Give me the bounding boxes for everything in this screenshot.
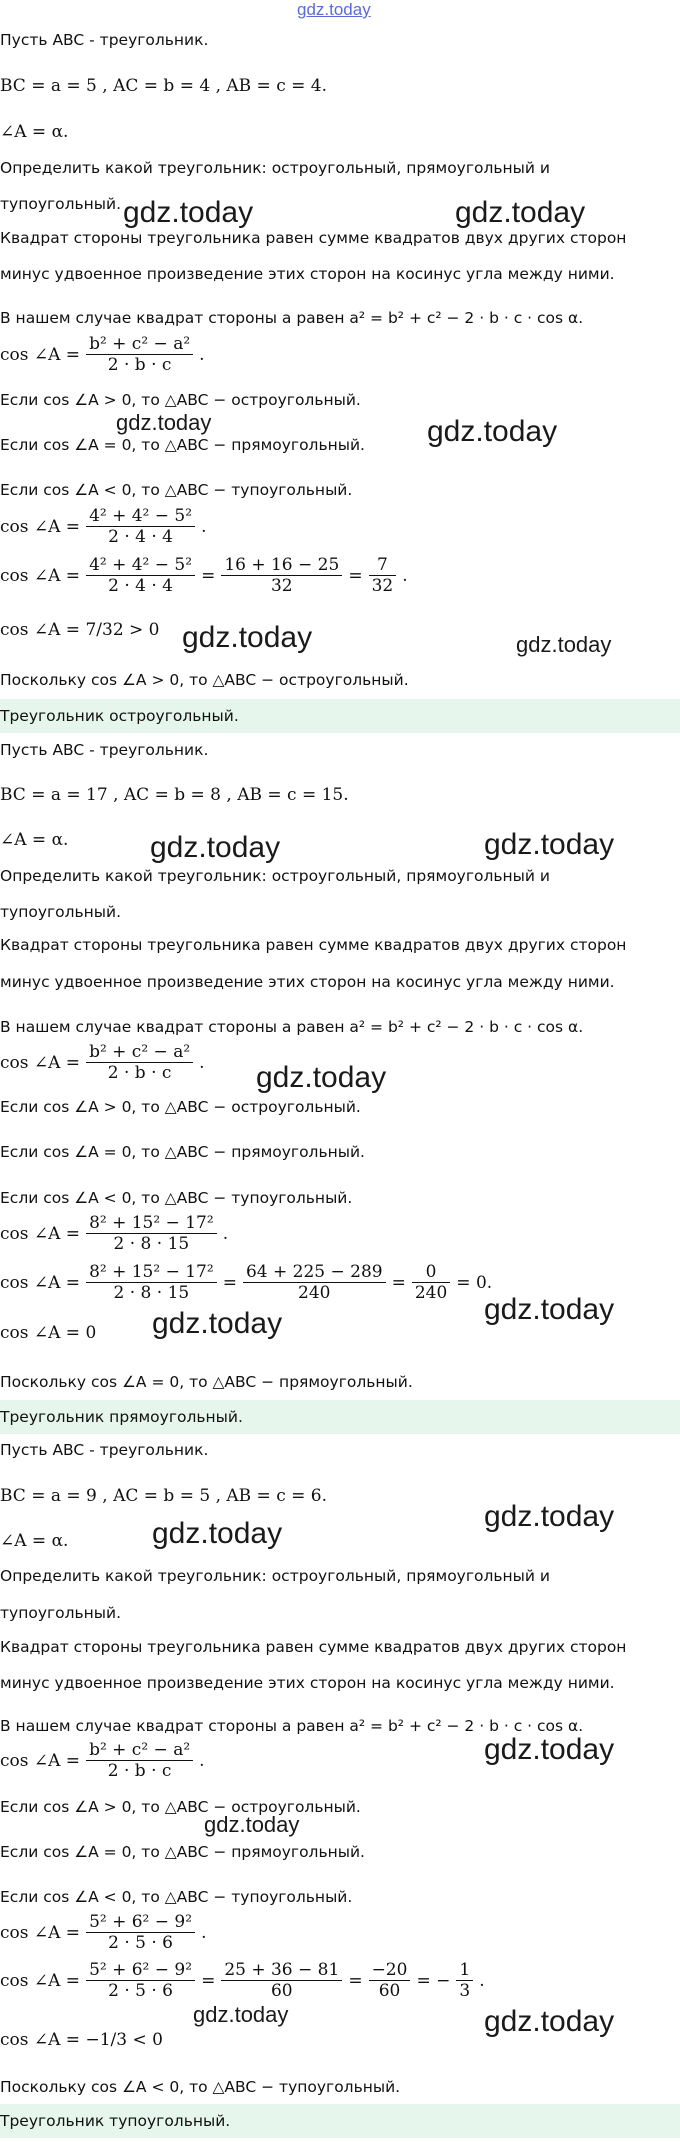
s1-res-den: 32 xyxy=(371,576,394,596)
watermark: gdz.today xyxy=(152,1517,283,1550)
s2-calc-sub-num: 8² + 15² − 17² xyxy=(86,1262,217,1283)
s1-sub-num: 4² + 4² − 5² xyxy=(86,506,195,527)
s3-rule-line1: Квадрат стороны треугольника равен сумме квадратов двух других сторон xyxy=(0,1638,627,1656)
watermark: gdz.today xyxy=(116,410,212,435)
s1-calc-num: 16 + 16 − 25 xyxy=(221,555,342,576)
watermark: gdz.today xyxy=(484,1733,615,1766)
watermark: gdz.today xyxy=(516,632,612,657)
s3-calc-sub-den: 2 · 5 · 6 xyxy=(108,1981,173,2001)
watermark: gdz.today xyxy=(484,1500,615,1533)
s1-task-line1: Определить какой треугольник: остроугольный, прямоугольный и xyxy=(0,159,550,177)
watermark: gdz.today xyxy=(182,621,313,654)
watermark: gdz.today xyxy=(484,828,615,861)
s3-task-line2: тупоугольный. xyxy=(0,1604,122,1622)
s3-formula-den: 2 · b · c xyxy=(107,1761,172,1781)
s2-result: cos ∠A = 0 xyxy=(0,1323,97,1343)
s1-case-text: В нашем случае квадрат стороны a равен a² = b² + c² − 2 · b · c · cos α. xyxy=(0,309,584,327)
s3-if-gt: Если cos ∠A > 0, то △ABC − остроугольный. xyxy=(0,1798,361,1816)
s2-sub-den: 2 · 8 · 15 xyxy=(113,1234,190,1254)
s3-res2-den: 3 xyxy=(459,1981,471,2001)
s3-answer-band xyxy=(0,2104,680,2138)
s1-sub-den: 2 · 4 · 4 xyxy=(108,527,173,547)
s2-calc-num: 64 + 225 − 289 xyxy=(243,1262,386,1283)
s1-result: cos ∠A = 7/32 > 0 xyxy=(0,620,160,640)
s2-answer: Треугольник прямоугольный. xyxy=(0,1408,243,1426)
s3-case-text: В нашем случае квадрат стороны a равен a² = b² + c² − 2 · b · c · cos α. xyxy=(0,1717,584,1735)
s1-answer: Треугольник остроугольный. xyxy=(0,707,239,725)
s1-angle: ∠A = α. xyxy=(0,122,69,142)
s1-rule-line1: Квадрат стороны треугольника равен сумме квадратов двух других сторон xyxy=(0,229,627,247)
s2-answer-band xyxy=(0,1400,680,1434)
s3-res-den: 60 xyxy=(378,1981,401,2001)
s1-if-eq: Если cos ∠A = 0, то △ABC − прямоугольный. xyxy=(0,436,365,454)
s1-calc-den: 32 xyxy=(270,576,293,596)
s2-conclusion: Поскольку cos ∠A = 0, то △ABC − прямоугольный. xyxy=(0,1373,413,1391)
s1-intro: Пусть ABC - треугольник. xyxy=(0,31,209,49)
s1-if-lt: Если cos ∠A < 0, то △ABC − тупоугольный. xyxy=(0,481,353,499)
s1-rule-line2: минус удвоенное произведение этих сторон на косинус угла между ними. xyxy=(0,265,615,283)
s3-calc-num: 25 + 36 − 81 xyxy=(221,1960,342,1981)
s2-rule-line2: минус удвоенное произведение этих сторон на косинус угла между ними. xyxy=(0,973,615,991)
s3-result: cos ∠A = −1/3 < 0 xyxy=(0,2030,163,2050)
s2-case-text: В нашем случае квадрат стороны a равен a² = b² + c² − 2 · b · c · cos α. xyxy=(0,1018,584,1036)
s2-if-lt: Если cos ∠A < 0, то △ABC − тупоугольный. xyxy=(0,1189,353,1207)
watermark: gdz.today xyxy=(484,1293,615,1326)
s1-formula: cos ∠A = $\frac{\text{b² + c² − a²}}{2 \cdot b \cdot c}$ . xyxy=(0,334,205,375)
s3-formula: cos ∠A = $\frac{\text{b² + c² − a²}}{2 \cdot b \cdot c}$ . xyxy=(0,1740,205,1781)
s1-sides: BC = a = 5 , AC = b = 4 , AB = c = 4. xyxy=(0,76,327,96)
s2-task-line2: тупоугольный. xyxy=(0,903,122,921)
s1-task-line2: тупоугольный. xyxy=(0,195,122,213)
s1-substitution: cos ∠A = $\frac{\text{4² + 4² − 5²}}{2 \cdot 4 \cdot 4}$ . xyxy=(0,506,207,547)
s1-calc-sub-num: 4² + 4² − 5² xyxy=(86,555,195,576)
s2-task-line1: Определить какой треугольник: остроугольный, прямоугольный и xyxy=(0,867,550,885)
s2-rule-line1: Квадрат стороны треугольника равен сумме квадратов двух других сторон xyxy=(0,936,627,954)
s3-answer: Треугольник тупоугольный. xyxy=(0,2112,231,2130)
site-link[interactable]: gdz.today xyxy=(297,0,371,19)
s3-formula-num: b² + c² − a² xyxy=(86,1740,193,1761)
s3-task-line1: Определить какой треугольник: остроугольный, прямоугольный и xyxy=(0,1567,550,1585)
s3-calc-sub-num: 5² + 6² − 9² xyxy=(86,1960,195,1981)
watermark: gdz.today xyxy=(455,196,586,229)
s3-substitution: cos ∠A = $\frac{\text{5² + 6² − 9²}}{2 \cdot 5 \cdot 6}$ . xyxy=(0,1912,207,1953)
s3-sub-num: 5² + 6² − 9² xyxy=(86,1912,195,1933)
s2-sub-num: 8² + 15² − 17² xyxy=(86,1213,217,1234)
s3-res-num: −20 xyxy=(369,1960,411,1981)
s3-sub-den: 2 · 5 · 6 xyxy=(108,1933,173,1953)
s2-res-num: 0 xyxy=(412,1262,450,1283)
s1-conclusion: Поскольку cos ∠A > 0, то △ABC − остроугольный. xyxy=(0,671,409,689)
s2-sides: BC = a = 17 , AC = b = 8 , AB = c = 15. xyxy=(0,785,349,805)
s2-res-tail: = 0. xyxy=(456,1272,493,1293)
s1-res-num: 7 xyxy=(369,555,397,576)
s2-calculation: cos ∠A = $\frac{\text{8² + 15² − 17²}}{2 \cdot 8 \cdot 15}$ = $\frac{64 + 225 - 289}{240}$ = $\frac{0}{240}$ = 0. xyxy=(0,1262,493,1303)
s2-if-eq: Если cos ∠A = 0, то △ABC − прямоугольный. xyxy=(0,1143,365,1161)
watermark: gdz.today xyxy=(152,1307,283,1340)
s1-formula-num: b² + c² − a² xyxy=(86,334,193,355)
s2-formula: cos ∠A = $\frac{\text{b² + c² − a²}}{2 \cdot b \cdot c}$ . xyxy=(0,1042,205,1083)
s1-formula-den: 2 · b · c xyxy=(107,355,172,375)
watermark: gdz.today xyxy=(123,196,254,229)
s2-calc-den: 240 xyxy=(298,1283,331,1303)
s3-sides: BC = a = 9 , AC = b = 5 , AB = c = 6. xyxy=(0,1486,327,1506)
watermark: gdz.today xyxy=(204,1812,300,1837)
s3-calculation: cos ∠A = $\frac{\text{5² + 6² − 9²}}{2 \cdot 5 \cdot 6}$ = $\frac{25 + 36 - 81}{60}$ = $\frac{-20}{60}$ = − $\frac{1}{3}$ . xyxy=(0,1960,485,2001)
s3-res2-num: 1 xyxy=(456,1960,473,1981)
s3-rule-line2: минус удвоенное произведение этих сторон на косинус угла между ними. xyxy=(0,1674,615,1692)
s2-res-den: 240 xyxy=(414,1283,448,1303)
s2-substitution: cos ∠A = $\frac{\text{8² + 15² − 17²}}{2 \cdot 8 \cdot 15}$ . xyxy=(0,1213,229,1254)
s3-intro: Пусть ABC - треугольник. xyxy=(0,1441,209,1459)
s3-calc-den: 60 xyxy=(270,1981,293,2001)
s2-if-gt: Если cos ∠A > 0, то △ABC − остроугольный. xyxy=(0,1098,361,1116)
watermark: gdz.today xyxy=(427,415,558,448)
s2-formula-num: b² + c² − a² xyxy=(86,1042,193,1063)
s3-conclusion: Поскольку cos ∠A < 0, то △ABC − тупоугольный. xyxy=(0,2078,401,2096)
s3-if-lt: Если cos ∠A < 0, то △ABC − тупоугольный. xyxy=(0,1888,353,1906)
s1-calculation: cos ∠A = $\frac{\text{4² + 4² − 5²}}{2 \cdot 4 \cdot 4}$ = $\frac{16 + 16 - 25}{32}$ = $\frac{7}{32}$ . xyxy=(0,555,408,596)
s1-answer-band xyxy=(0,699,680,733)
s3-if-eq: Если cos ∠A = 0, то △ABC − прямоугольный. xyxy=(0,1843,365,1861)
s1-if-gt: Если cos ∠A > 0, то △ABC − остроугольный. xyxy=(0,391,361,409)
s1-calc-sub-den: 2 · 4 · 4 xyxy=(108,576,173,596)
watermark: gdz.today xyxy=(150,831,281,864)
watermark: gdz.today xyxy=(193,2002,289,2027)
s2-calc-sub-den: 2 · 8 · 15 xyxy=(113,1283,190,1303)
s3-angle: ∠A = α. xyxy=(0,1531,69,1551)
s2-formula-den: 2 · b · c xyxy=(107,1063,172,1083)
s2-intro: Пусть ABC - треугольник. xyxy=(0,741,209,759)
s2-angle: ∠A = α. xyxy=(0,830,69,850)
watermark: gdz.today xyxy=(256,1061,387,1094)
watermark: gdz.today xyxy=(484,2005,615,2038)
